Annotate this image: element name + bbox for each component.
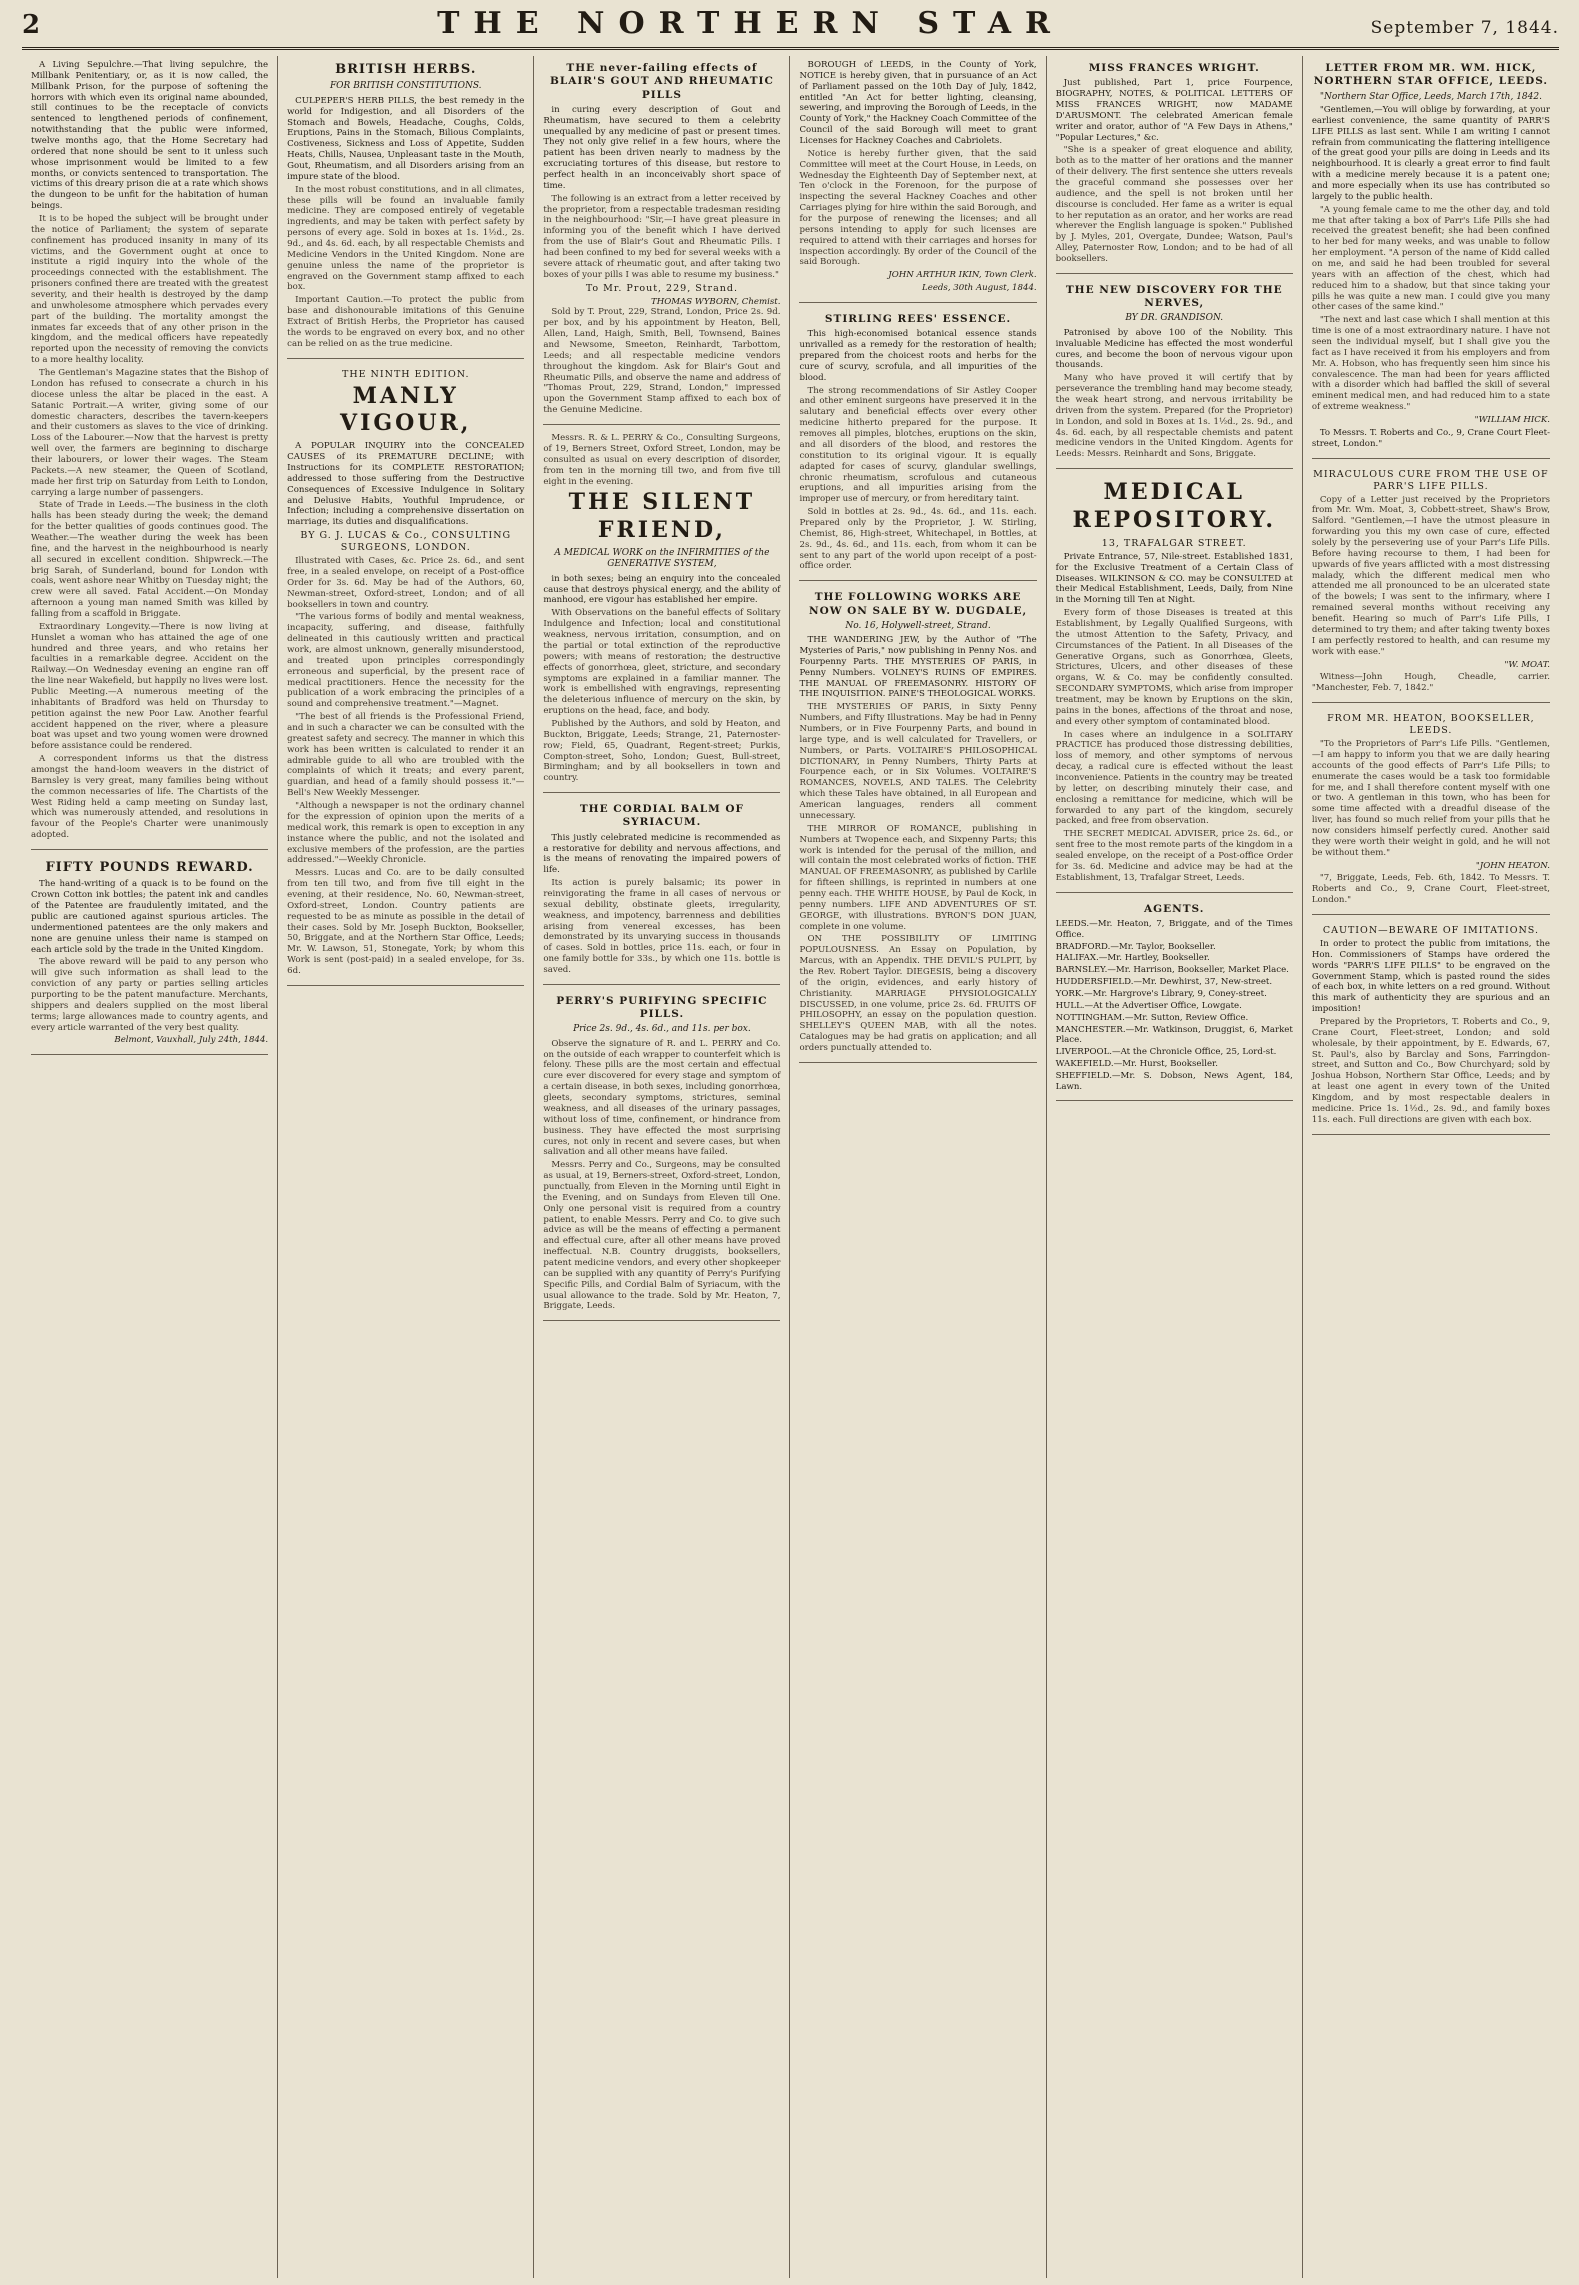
miraculous-cure-heading: MIRACULOUS CURE FROM THE USE OF PARR'S LIFE PILLS. <box>1313 468 1549 492</box>
filler-text: The Gentleman's Magazine states that the Bishop of London has refused to consecrate a church in his diocese unless the altar be placed in the east. A Satanic Portrait.—A writer, giving some of our domestic characters, describes the tavern-keepers and their customers as slaves to the vice of drinking. Loss of the Labourer.—Now that the harvest is pretty well over, the farmers are beginning to discharge their labourers, or lower their wages. The Steam Packets.—A new steamer, the Queen of Scotland, made her first trip on Saturday from Leith to London, carrying a large number of passengers. <box>31 368 269 498</box>
filler-text: Illustrated with Cases, &c. Price 2s. 6d., and sent free, in a sealed envelope, on receipt of a Post-office Order for 3s. 6d. May be had of the Authors, 60, Newman-street, Oxford-street, London; and of all booksellers in town and country. <box>287 556 525 610</box>
agent-entry: YORK.—Mr. Hargrove's Library, 9, Coney-street. <box>1055 989 1267 1000</box>
medical-repository-heading: MEDICAL REPOSITORY. <box>1072 479 1277 533</box>
filler-text: ON THE POSSIBILITY OF LIMITING POPULOUSNESS. An Essay on Population, by Marcus, with an Appendix. THE DEVIL'S PULPIT, by the Rev. Robert Taylor. DIEGESIS, being a discovery of the origin, evidences, and early history of Christianity. MARRIAGE PHYSIOLOGICALLY DISCUSSED, in one volume, price 2s. 6d. FRUITS OF PHILOSOPHY, an essay on the population question. SHELLEY'S QUEEN MAB, with all the notes. Catalogues may be had gratis on application; and all orders punctually attended to. <box>799 934 1037 1053</box>
hick-letter-signature: "WILLIAM HICK. <box>1474 415 1550 425</box>
agents-list <box>1056 897 1293 1101</box>
silent-friend-subheading: A MEDICAL WORK on the INFIRMITIES of the GENERATIVE SYSTEM, <box>554 548 770 570</box>
filler-text: Observe the signature of R. and L. PERRY and Co. on the outside of each wrapper to counterfeit which is felony. These pills are the most certain and effectual cure ever discovered for every stage and symptom of a certain disease, in both sexes, including gonorrhœa, gleets, secondary symptoms, strictures, seminal weakness, and all diseases of the urinary passages, without loss of time, confinement, or hindrance from business. They have effected the most surprising cures, not only in recent and severe cases, but when salivation and all other means have failed. <box>543 1038 781 1158</box>
filler-text: Every form of those Diseases is treated at this Establishment, by Legally Qualified Surgeons, with the utmost Attention to the Safety, Privacy, and Circumstances of the Patient. In all Diseases of the Generative Organs, such as Gonorrhœa, Gleets, Strictures, Ulcers, and other diseases of these organs, W. & Co. may be confidently consulted. SECONDARY SYMPTOMS, which arise from improper treatment, may be known by Eruptions on the skin, pains in the bones, affections of the throat and nose, and every other symptom of contaminated blood. <box>1055 608 1293 727</box>
miraculous-cure-ad <box>1312 463 1550 704</box>
column-1 <box>22 56 278 2278</box>
living-sepulchre-text: A Living Sepulchre.—That living sepulchre, the Millbank Penitentiary, or, as it is now called, the Millbank Prison, for the purpose of softening the horrors with which even its original name abounded, still continues to be the receptacle of convicts sentenced to lengthened periods of confinement, notwithstanding that the public were informed, twelve months ago, that the Home Secretary had ordered that none should be sent to it unless such whose imprisonment would be limited to a few months, or convicts sentenced to transportation. The victims of this dreary prison die at a rate which shows the dungeon to be unfit for the habitation of human beings. <box>31 60 269 212</box>
dugdale-works-address: No. 16, Holywell-street, Strand. <box>845 620 991 631</box>
agent-entry: BARNSLEY.—Mr. Harrison, Bookseller, Market Place. <box>1055 965 1289 976</box>
filler-text: "The best of all friends is the Professional Friend, and in such a character we can be consulted with the greatest safety and secrecy. The manner in which this work has been written is calculated to render it an admirable guide to all who are troubled with the complaints of which it treats; and every parent, guardian, and head of a family should possess it."—Bell's New Weekly Messenger. <box>287 712 525 799</box>
moat-signature: "W. MOAT. <box>1504 659 1550 670</box>
filler-text: Many who have proved it will certify that by perseverance the trembling hand may become steady, the weak heart strong, and nervous irritability be driven from the system. Prepared (for the Proprietor) in London, and sold in Boxes at 1s. 1½d., 2s. 9d., and 4s. 6d. each, by all respectable chemists and patent medicine vendors in the United Kingdom. Agents for Leeds: Messrs. Reinhardt and Sons, Briggate. <box>1055 373 1293 460</box>
agent-entry: LEEDS.—Mr. Heaton, 7, Briggate, and of the Times Office. <box>1055 918 1293 940</box>
filler-text: "The next and last case which I shall mention at this time is one of a most extraordinary nature. I have not seen the individual myself, but I shall give you the fact as I have received it from his employers and from Mr. A. Hobson, who has frequently seen him since his convalescence. The man had been for years afflicted with a disorder which had baffled the skill of several eminent medical men, and had reduced him to a state of extreme weakness." <box>1311 315 1550 413</box>
agent-entry: SHEFFIELD.—Mr. S. Dobson, News Agent, 184, Lawn. <box>1055 1071 1293 1092</box>
filler-text: Its action is purely balsamic; its power in reinvigorating the frame in all cases of nervous or sexual debility, obstinate gleets, irregularity, weakness, and impotency, barrenness and debilities arising from venereal excesses, has been demonstrated by its unvarying success in thousands of cases. Sold in bottles, price 11s. each, or four in one family bottle for 33s., by which one 11s. bottle is saved. <box>543 878 781 975</box>
filler-text: THE SECRET MEDICAL ADVISER, price 2s. 6d., or sent free to the most remote parts of the kingdom in a sealed envelope, on the receipt of a Post-office Order for 3s. 6d. Medicine and advice may be had at the Establishment, 13, Trafalgar Street, Leeds. <box>1055 829 1293 883</box>
filler-text: Prepared by the Proprietors, T. Roberts and Co., 9, Crane Court, Fleet-street, London; and sold wholesale, by their appointment, by E. Edwards, 67, St. Paul's, also by Barclay and Sons, Farringdon-street, and Sutton and Co., Bow Churchyard; sold by Joshua Hobson, Northern Star Office, Leeds; and by at least one agent in every town of the United Kingdom, and by most respectable dealers in medicine. Price 1s. 1½d., 2s. 9d., and family boxes 11s. each. Full directions are given with each box. <box>1311 1017 1550 1125</box>
silent-friend-text: in both sexes; being an enquiry into the concealed cause that destroys physical energy, and the ability of manhood, ere vigour has established her empire. <box>543 573 781 606</box>
medical-repository-text: Private Entrance, 57, Nile-street. Established 1831, for the Exclusive Treatment of a Certain Class of Diseases. WILKINSON & CO. may be CONSULTED at their Medical Establishment, Leeds, Daily, from Nine in the Morning till Ten at Night. <box>1055 551 1293 606</box>
silent-friend-ad <box>543 429 780 793</box>
hick-letter-recipient: To Messrs. T. Roberts and Co., 9, Crane Court Fleet-street, London." <box>1311 427 1550 449</box>
fifty-pounds-text: The hand-writing of a quack is to be found on the Crown Cotton ink bottles; the patent ink and candles of the Patentee are fraudulently imitated, and the public are cautioned against spurious articles. The undermentioned patentees are the only makers and none are genuine unless their name is stamped on each article sold by the trade in the United Kingdom. <box>31 879 269 955</box>
agent-entry: HUDDERSFIELD.—Mr. Dewhirst, 37, New-street. <box>1055 977 1273 988</box>
filler-text: Copy of a Letter just received by the Proprietors from Mr. Wm. Moat, 3, Cobbett-street, Shaw's Brow, Salford. "Gentlemen,—I have the utmost pleasure in forwarding you this my own case of cure, effected solely by the persevering use of your Parr's Life Pills. Before having recourse to them, I had been for upwards of five years afflicted with a most distressing malady, which the different medical men who attended me all pronounced to be an ulcerated state of the bowels; I was sent to the infirmary, where I remained several months without receiving any benefit. Hearing so much of Parr's Life Pills, I determined to try them; and after taking twenty boxes I am perfectly restored to health, and can resume my work with ease." <box>1311 494 1550 657</box>
hick-letter-date: "Northern Star Office, Leeds, March 17th, 1842. <box>1319 91 1542 102</box>
filler-text: Important Caution.—To protect the public from base and dishonourable imitations of this Genuine Extract of British Herbs, the Proprietor has caused the words to be engraved on every box, and no other can be relied on as the true medicine. <box>287 295 525 349</box>
caution-notice <box>1312 919 1550 1135</box>
agents-heading: AGENTS. <box>1144 902 1205 915</box>
stirling-essence-text: This high-economised botanical essence stands unrivalled as a remedy for the restoration of health; prepared from the choicest roots and herbs for the cure of scurvy, scrofula, and all impurities of the blood. <box>799 329 1037 383</box>
filler-text: Published by the Authors, and sold by Heaton, and Buckton, Briggate, Leeds; Strange, 21, Paternoster-row; Field, 65, Quadrant, Regent-street; Purkis, Compton-street, Soho, London; Guest, Bull-street, Birmingham; and by all booksellers in town and country. <box>543 718 781 784</box>
caution-heading: CAUTION—BEWARE OF IMITATIONS. <box>1322 925 1539 936</box>
british-herbs-ad <box>287 56 524 359</box>
cordial-balm-text: This justly celebrated medicine is recommended as a restorative for debility and nervous affections, and is the means of renovating the impaired powers of life. <box>543 832 781 876</box>
stirling-essence-ad <box>799 307 1036 581</box>
agent-entry: BRADFORD.—Mr. Taylor, Bookseller. <box>1055 941 1216 952</box>
filler-text: With Observations on the baneful effects of Solitary Indulgence and Infection; local and constitutional weakness, nervous irritation, consumption, and on the partial or total extinction of the reproductive powers; with means of restoration; the destructive effects of gonorrhœa, gleet, stricture, and secondary symptoms are explained in a familiar manner. The work is embellished with engravings, representing the deleterious influence of mercury on the skin, by eruptions on the head, face, and body. <box>543 608 781 717</box>
filler-text: The above reward will be paid to any person who will give such information as shall lead to the conviction of any party or parties selling articles purporting to be the patent manufacture. Merchants, shippers and dealers supplied on the most liberal terms; large allowances made to country agents, and every article warranted of the very best quality. <box>31 957 269 1033</box>
borough-notice <box>799 56 1036 303</box>
filler-text: The following is an extract from a letter received by the proprietor, from a respectable tradesman residing in the neighbourhood: "Sir,—I have great pleasure in informing you of the benefit which I have derived from the use of Blair's Gout and Rheumatic Pills. I had been confined to my bed for several weeks with a severe attack of rheumatic gout, and after taking two boxes of your pills I was able to resume my business." <box>543 193 781 280</box>
dugdale-works-heading: THE FOLLOWING WORKS ARE NOW ON SALE BY W. DUGDALE, <box>808 591 1028 617</box>
hick-letter-heading: LETTER FROM MR. WM. HICK, NORTHERN STAR OFFICE, LEEDS. <box>1313 62 1549 88</box>
filler-text: "7, Briggate, Leeds, Feb. 6th, 1842. To Messrs. T. Roberts and Co., 9, Crane Court, Fleet-street, London." <box>1311 873 1550 906</box>
filler-text: In cases where an indulgence in a SOLITARY PRACTICE has produced those distressing debilities, loss of memory, and other symptoms of nervous decay, a radical cure is effected without the least inconvenience. Patients in the country may be treated by letter, on describing minutely their case, and enclosing a remittance for medicine, which will be forwarded to any part of the kingdom, securely packed, and free from observation. <box>1055 729 1293 827</box>
blairs-letter-address: To Mr. Prout, 229, Strand. <box>585 282 738 294</box>
purifying-pills-price: Price 2s. 9d., 4s. 6d., and 11s. per box. <box>573 1024 751 1035</box>
frances-wright-ad <box>1056 56 1293 274</box>
blairs-pills-heading: THE never-failing effects of BLAIR'S GOUT AND RHEUMATIC PILLS <box>549 62 774 101</box>
column-3 <box>534 56 790 2278</box>
british-herbs-text: CULPEPER'S HERB PILLS, the best remedy in the world for Indigestion, and all Disorders of the Stomach and Bowels, Headache, Coughs, Colds, Eruptions, Pains in the Stomach, Bilious Complaints, Costiveness, Sickness and Loss of Appetite, Sudden Heats, Chills, Nausea, Unpleasant taste in the Mouth, Gout, Rheumatism, and all Disorders arising from an impure state of the blood. <box>287 95 525 182</box>
dugdale-works-ad <box>799 585 1036 1063</box>
manly-vigour-ad <box>287 363 524 986</box>
fifty-pounds-heading: FIFTY POUNDS REWARD. <box>45 860 254 876</box>
cordial-balm-ad <box>543 797 780 985</box>
agent-entry: HULL.—At the Advertiser Office, Lowgate. <box>1055 1000 1242 1011</box>
agent-entry: HALIFAX.—Mr. Hartley, Bookseller. <box>1055 953 1210 964</box>
manly-vigour-text: A POPULAR INQUIRY into the CONCEALED CAUSES of its PREMATURE DECLINE; with Instructions for its COMPLETE RESTORATION; addressed to those suffering from the Destructive Consequences of Excessive Indulgence in Solitary and Delusive Habits, Youthful Imprudence, or Infection; including a comprehensive dissertation on marriage, its duties and disqualifications. <box>287 441 525 528</box>
agent-entry: MANCHESTER.—Mr. Watkinson, Druggist, 6, Market Place. <box>1055 1024 1293 1046</box>
nerves-discovery-ad <box>1056 278 1293 469</box>
ninth-edition-label: THE NINTH EDITION. <box>341 368 470 380</box>
dugdale-works-text: THE WANDERING JEW, by the Author of "The Mysteries of Paris," now publishing in Penny Nos. and Fourpenny Parts. THE MYSTERIES OF PARIS, in Penny Numbers. VOLNEY'S RUINS OF EMPIRES. THE MANUAL OF FREEMASONRY. HISTORY OF THE INQUISITION. PAINE'S THEOLOGICAL WORKS. <box>799 635 1037 700</box>
cordial-balm-heading: THE CORDIAL BALM OF SYRIACUM. <box>579 803 744 829</box>
filler-text: THE MYSTERIES OF PARIS, in Sixty Penny Numbers, and Fifty Illustrations. May be had in Penny Numbers, or in Five Fourpenny Parts, and bound in large type, and is well calculated for Travellers, or Numbers, or Parts. VOLTAIRE'S PHILOSOPHICAL DICTIONARY, in Penny Numbers, Thirty Parts at Fourpence each, or in Six Volumes. VOLTAIRE'S ROMANCES, NOVELS, AND TALES. The Celebrity which these Tales have obtained, in all European and American languages, renders all comment unnecessary. <box>799 702 1037 821</box>
column-4 <box>790 56 1046 2278</box>
column-5 <box>1047 56 1303 2278</box>
filler-text: A correspondent informs us that the distress amongst the hand-loom weavers in the district of Barnsley is very great, many families being without the common necessaries of life. The Chartists of the West Riding held a camp meeting on Sunday last, which was numerously attended, and resolutions in favour of the People's Charter were unanimously adopted. <box>31 754 269 841</box>
purifying-pills-heading: PERRY'S PURIFYING SPECIFIC PILLS. <box>556 994 768 1021</box>
filler-text: "The various forms of bodily and mental weakness, incapacity, suffering, and disease, faithfully delineated in this cautiously written and practical work, are almost unknown, generally misunderstood, and treated upon principles correspondingly erroneous and superficial, by the present race of medical practitioners. Hence the necessity for the publication of a work embracing the principles of a sound and comprehensive treatment."—Magnet. <box>287 612 525 710</box>
columns <box>22 56 1559 2278</box>
heaton-signature: "JOHN HEATON. <box>1475 860 1550 871</box>
medical-repository-ad <box>1056 473 1293 892</box>
manly-vigour-heading: MANLY VIGOUR, <box>340 382 472 437</box>
filler-text: THE MIRROR OF ROMANCE, publishing in Numbers at Twopence each, and Sixpenny Parts; this work is intended for the perusal of the million, and will contain the most celebrated works of fiction. THE MANUAL OF FREEMASONRY, as published by Carlile for fifteen shillings, is reprinted in numbers at one penny each. THE WHITE HOUSE, by Paul de Kock, in penny numbers. LIFE AND ADVENTURES OF ST. GEORGE, with illustrations. BYRON'S DON JUAN, complete in one volume. <box>799 823 1037 932</box>
borough-notice-text: BOROUGH of LEEDS, in the County of York, NOTICE is hereby given, that in pursuance of an Act of Parliament passed on the 10th Day of July, 1842, entitled "An Act for better lighting, cleansing, sewering, and improving the Borough of Leeds, in the County of York," the Hackney Coach Committee of the Council of the said Borough will meet to grant Licenses for Hackney Coaches and Cabriolets. <box>799 60 1037 147</box>
filler-text: Sold in bottles at 2s. 9d., 4s. 6d., and 11s. each. Prepared only by the Proprietor, J. W. Stirling, Chemist, 86, High-street, Whitechapel, in Bottles, at 2s. 9d., 4s. 6d., and 11s. each, from whom it can be sent to any part of the world upon receipt of a post-office order. <box>799 507 1037 572</box>
filler-text: "She is a speaker of great eloquence and ability, both as to the matter of her orations and the manner of their delivery. The first sentence she utters reveals the graceful command she possesses over her audience, and the spell is not broken until her discourse is concluded. Her fame as a writer is equal to her reputation as an orator, and her works are read wherever the English language is spoken." Published by J. Myles, 201, Overgate, Dundee; Watson, Paul's Alley, Paternoster Row, London; and to be had of all booksellers. <box>1055 145 1293 265</box>
masthead <box>22 6 1559 50</box>
heaton-letter-ad <box>1312 707 1550 915</box>
nerves-discovery-author: BY DR. GRANDISON. <box>1125 313 1224 324</box>
medical-repository-address: 13, TRAFALGAR STREET. <box>1101 537 1247 549</box>
column-6 <box>1303 56 1559 2278</box>
newspaper-title: THE NORTHERN STAR <box>437 6 1064 41</box>
stirling-essence-heading: STIRLING REES' ESSENCE. <box>824 313 1012 326</box>
nerves-discovery-text: Patronised by above 100 of the Nobility. This invaluable Medicine has effected the most wonderful cures, and become the boon of nervous vigour upon thousands. <box>1055 327 1293 371</box>
filler-text: Witness—John Hough, Cheadle, carrier. "Manchester, Feb. 7, 1842." <box>1311 672 1550 694</box>
filler-text: In the most robust constitutions, and in all climates, these pills will be found an invaluable family medicine. They are composed entirely of vegetable ingredients, and may be taken with perfect safety by persons of every age. Sold in boxes at 1s. 1½d., 2s. 9d., and 4s. 6d. each, by all respectable Chemists and Medicine Vendors in the United Kingdom. None are genuine unless the name of the proprietor is engraved on the Government stamp affixed to each box. <box>287 184 525 293</box>
filler-text: Messrs. R. & L. PERRY & Co., Consulting Surgeons, of 19, Berners Street, Oxford Street, London, may be consulted as usual on every description of disorder, from ten in the morning till two, and from five till eight in the evening. <box>543 433 781 487</box>
heaton-letter-heading: FROM MR. HEATON, BOOKSELLER, LEEDS. <box>1327 713 1535 737</box>
agent-entry: NOTTINGHAM.—Mr. Sutton, Review Office. <box>1055 1012 1249 1023</box>
frances-wright-heading: MISS FRANCES WRIGHT. <box>1088 62 1260 74</box>
filler-text: It is to be hoped the subject will be brought under the notice of Parliament; the system of separate confinement has produced insanity in many of its victims, and the Government ought at once to institute a rigid inquiry into the whole of the proceedings connected with the establishment. The prisoners confined there are treated with the greatest severity, and their health is destroyed by the damp and unwholesome atmosphere which pervades every part of the building. The mortality amongst the inmates far exceeds that of any other prison in the kingdom, and the medical officers have repeatedly reported upon the necessity of removing the convicts to a more healthy locality. <box>31 214 269 366</box>
filler-text: Notice is hereby further given, that the said Committee will meet at the Court House, in Leeds, on Wednesday the Eighteenth Day of September next, at Ten o'clock in the Forenoon, for the purpose of inspecting the several Hackney Coaches and other Carriages plying for hire within the said Borough, and for the purpose of renewing the licenses; and all persons intending to apply for such licenses are required to attend with their carriages and horses for inspection accordingly. By order of the Council of the said Borough. <box>799 148 1037 268</box>
blairs-signature: THOMAS WYBORN, Chemist. <box>650 296 781 307</box>
filler-text: "A young female came to me the other day, and told me that after taking a box of Parr's Life Pills she had received the greatest benefit; she had been confined to her bed for many weeks, and was unable to follow her employment. "A person of the name of Kidd called on me, and said he had been troubled for several years with an affection of the chest, which had reduced him to a shadow, but that since taking your pills he was quite a new man. I could give you many other cases of the same kind." <box>1311 204 1550 313</box>
agent-entry: WAKEFIELD.—Mr. Hurst, Bookseller. <box>1055 1059 1218 1070</box>
british-herbs-subheading: FOR BRITISH CONSTITUTIONS. <box>329 81 482 92</box>
filler-text: State of Trade in Leeds.—The business in the cloth halls has been steady during the week; the demand for the better qualities of goods continues good. The Weather.—The weather during the week has been fine, and the harvest in the neighbourhood is nearly all secured in excellent condition. Shipwreck.—The brig Sarah, of Sunderland, bound for London with coals, went ashore near Whitby on Tuesday night; the crew were all saved. Fatal Accident.—On Monday afternoon a young man named Smith was killed by falling from a scaffold in Briggate. <box>31 500 269 619</box>
blairs-pills-text: in curing every description of Gout and Rheumatism, have secured to them a celebrity unequalled by any medicine of past or present times. They not only give relief in a few hours, where the patient has been driven nearly to madness by the excruciating tortures of this disease, but restore to perfect health in an inconceivably short space of time. <box>543 104 781 191</box>
borough-notice-signature: JOHN ARTHUR IKIN, Town Clerk. <box>888 270 1037 281</box>
caution-text: In order to protect the public from imitations, the Hon. Commissioners of Stamps have ordered the words "PARR'S LIFE PILLS" to be engraved on the Government Stamp, which is pasted round the sides of each box, in white letters on a red ground. Without this mark of authenticity they are spurious and an imposition! <box>1311 939 1550 1015</box>
blairs-pills-ad <box>543 56 780 425</box>
filler-text: Messrs. Perry and Co., Surgeons, may be consulted as usual, at 19, Berners-street, Oxford-street, London, punctually, from Eleven in the Morning until Eight in the Evening, and on Sundays from Eleven till One. Only one personal visit is required from a country patient, to enable Messrs. Perry and Co. to give such advice as will be the means of effecting a permanent and effectual cure, after all other means have proved ineffectual. N.B. Country druggists, booksellers, patent medicine vendors, and every other shopkeeper can be supplied with any quantity of Perry's Purifying Specific Pills, and Cordial Balm of Syriacum, with the usual allowance to the trade. Sold by Mr. Heaton, 7, Briggate, Leeds. <box>543 1160 781 1312</box>
issue-date: September 7, 1844. <box>1370 18 1559 38</box>
filler-text: "To the Proprietors of Parr's Life Pills. "Gentlemen,—I am happy to inform you that we are daily hearing accounts of the good effects of Parr's Life Pills; to enumerate the cases would be a task too formidable for me, and I shall therefore content myself with one or two. A gentleman in this town, who has been for some time affected with a dreadful disease of the liver, has found so much relief from your pills that he now considers himself perfectly cured. Another said they were worth their weight in gold, and he will not be without them." <box>1311 739 1550 858</box>
hick-letter-ad <box>1312 56 1550 459</box>
borough-notice-date: Leeds, 30th August, 1844. <box>922 283 1037 294</box>
page-number: 2 <box>22 10 41 40</box>
living-sepulchre-article <box>31 56 268 850</box>
column-2 <box>278 56 534 2278</box>
hick-letter-text: "Gentlemen,—You will oblige by forwarding, at your earliest convenience, the same quantity of PARR'S LIFE PILLS as last sent. While I am writing I cannot refrain from communicating the flattering intelligence of the great good your pills are doing in Leeds and its neighbourhood. It is clearly a great error to find fault with a medicine merely because it is a patent one; and more especially when its use has contributed so largely to the public health. <box>1311 104 1550 202</box>
fifty-pounds-reward-ad <box>31 854 268 1055</box>
fifty-pounds-signature: Belmont, Vauxhall, July 24th, 1844. <box>114 1035 269 1046</box>
nerves-discovery-heading: THE NEW DISCOVERY FOR THE NERVES, <box>1065 283 1283 310</box>
frances-wright-text: Just published, Part 1, price Fourpence, BIOGRAPHY, NOTES, & POLITICAL LETTERS OF MISS FRANCES WRIGHT, now MADAME D'ARUSMONT. The celebrated American female writer and orator, author of "A Few Days in Athens," "Popular Lectures," &c. <box>1055 78 1293 143</box>
british-herbs-heading: BRITISH HERBS. <box>335 62 477 77</box>
filler-text: Sold by T. Prout, 229, Strand, London, Price 2s. 9d. per box, and by his appointment by Heaton, Bell, Allen, Land, Haigh, Smith, Bell, Townsend, Baines and Newsome, Smeeton, Reinhardt, Tarbottom, Leeds; and all respectable medicine vendors throughout the kingdom. Ask for Blair's Gout and Rheumatic Pills, and observe the name and address of "Thomas Prout, 229, Strand, London," impressed upon the Government Stamp affixed to each box of the Genuine Medicine. <box>543 307 781 416</box>
filler-text: Extraordinary Longevity.—There is now living at Hunslet a woman who has attained the age of one hundred and three years, and who retains her faculties in a remarkable degree. Accident on the Railway.—On Wednesday evening an engine ran off the line near Wakefield, but happily no lives were lost. Public Meeting.—A numerous meeting of the inhabitants of Bradford was held on Thursday to petition against the new Poor Law. Another fearful accident happened on the river, where a pleasure boat was upset and two young women were drowned before assistance could be rendered. <box>31 621 269 752</box>
filler-text: Messrs. Lucas and Co. are to be daily consulted from ten till two, and from five till eight in the evening, at their residence, No. 60, Newman-street, Oxford-street, London. Country patients are requested to be as minute as possible in the detail of their cases. Sold by Mr. Joseph Buckton, Bookseller, 50, Briggate, and at the Northern Star Office, Leeds; Mr. W. Lawson, 51, Stonegate, York; by whom this Work is sent (post-paid) in a sealed envelope, for 3s. 6d. <box>287 868 525 976</box>
manly-vigour-author: BY G. J. LUCAS & Co., CONSULTING SURGEONS, LONDON. <box>300 530 512 554</box>
filler-text: The strong recommendations of Sir Astley Cooper and other eminent surgeons have preserved it in the salutary and beneficial effects over every other medicine hitherto prepared for the purpose. It removes all pimples, blotches, eruptions on the skin, and all disorders of the blood, and restores the constitution to its original vigour. It is equally adapted for cases of scurvy, glandular swellings, chronic rheumatism, scrofulous and cutaneous eruptions, and all impurities arising from the improper use of mercury, or from hereditary taint. <box>799 385 1037 505</box>
agent-entry: LIVERPOOL.—At the Chronicle Office, 25, Lord-st. <box>1055 1047 1277 1058</box>
silent-friend-heading: THE SILENT FRIEND, <box>568 489 756 544</box>
filler-text: "Although a newspaper is not the ordinary channel for the expression of opinion upon the merits of a medical work, this remark is open to exception in any instance where the public, and not the isolated and exclusive members of the profession, are the parties addressed."—Weekly Chronicle. <box>287 801 525 866</box>
purifying-pills-ad <box>543 989 780 1321</box>
